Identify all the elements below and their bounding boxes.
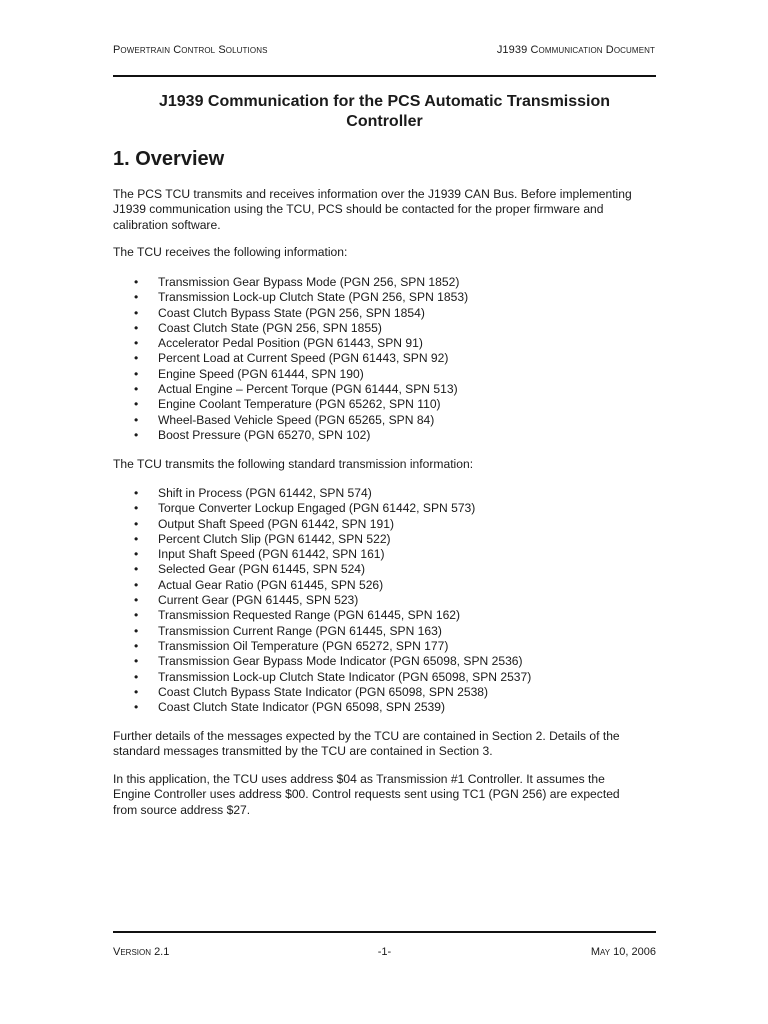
bullet-icon: •: [134, 486, 139, 500]
list-item: [113, 532, 656, 547]
list-item-text: Actual Gear Ratio (PGN 61445, SPN 526): [158, 577, 384, 592]
further-line-1: Further details of the messages expected by the TCU are contained in Section 2. Details of the: [113, 729, 620, 743]
page-header: [113, 44, 655, 60]
list-item-text: Coast Clutch State (PGN 256, SPN 1855): [158, 320, 382, 335]
bullet-icon: •: [134, 684, 139, 699]
list-item: [113, 670, 656, 685]
bullet-icon: •: [134, 700, 139, 715]
list-item-text: Transmission Requested Range (PGN 61445, SPN 162): [158, 608, 461, 623]
section-heading: 1. Overview: [113, 148, 225, 170]
intro-paragraph: [113, 187, 656, 233]
list-item: [113, 486, 656, 501]
list-item: [113, 700, 656, 715]
bullet-icon: •: [134, 547, 139, 562]
footer-date: May 10, 2006: [590, 946, 656, 958]
bullet-icon: •: [134, 275, 139, 289]
list-item: [113, 397, 656, 412]
list-item-text: Input Shaft Speed (PGN 61442, SPN 161): [158, 547, 385, 562]
list-item-text: Boost Pressure (PGN 65270, SPN 102): [158, 427, 371, 442]
bullet-icon: •: [134, 290, 139, 305]
list-item-text: Transmission Lock-up Clutch State Indicator (PGN 65098, SPN 2537): [158, 669, 532, 684]
bullet-icon: •: [134, 608, 139, 623]
bullet-icon: •: [134, 577, 139, 592]
list-item-text: Percent Clutch Slip (PGN 61442, SPN 522): [158, 531, 391, 546]
list-item-text: Transmission Lock-up Clutch State (PGN 256, SPN 1853): [158, 290, 469, 305]
application-line-1: In this application, the TCU uses address $04 as Transmission #1 Controller. It assumes the: [113, 772, 605, 786]
list-item: [113, 608, 656, 623]
list-item: [113, 547, 656, 562]
document-title-line-2: Controller: [346, 113, 423, 130]
list-item: [113, 321, 656, 336]
list-item-text: Transmission Current Range (PGN 61445, SPN 163): [158, 623, 442, 638]
list-item-text: Coast Clutch State Indicator (PGN 65098, SPN 2539): [158, 700, 446, 715]
transmits-list: [113, 486, 656, 715]
bullet-icon: •: [134, 351, 139, 366]
header-document-name: J1939 Communication Document: [496, 44, 655, 56]
document-title: [113, 92, 656, 132]
bullet-icon: •: [134, 336, 139, 351]
intro-line-3: calibration software.: [113, 217, 221, 232]
bullet-icon: •: [134, 638, 139, 653]
bullet-icon: •: [134, 562, 139, 577]
footer-rule: [113, 931, 656, 933]
list-item-text: Transmission Oil Temperature (PGN 65272, SPN 177): [158, 638, 449, 653]
list-item: [113, 413, 656, 428]
list-item-text: Transmission Gear Bypass Mode Indicator (PGN 65098, SPN 2536): [158, 654, 523, 669]
list-item: [113, 624, 656, 639]
bullet-icon: •: [134, 427, 139, 442]
application-line-3: from source address $27.: [113, 802, 251, 817]
list-item: [113, 654, 656, 669]
list-item: [113, 290, 656, 305]
further-details-paragraph: [113, 729, 656, 760]
list-item-text: Actual Engine – Percent Torque (PGN 61444, SPN 513): [158, 382, 458, 397]
header-rule: [113, 75, 656, 77]
list-item-text: Engine Coolant Temperature (PGN 65262, SPN 110): [158, 397, 441, 412]
further-line-2: standard messages transmitted by the TCU are contained in Section 3.: [113, 744, 493, 759]
application-paragraph: [113, 772, 656, 818]
receives-lead: The TCU receives the following information:: [113, 245, 348, 259]
list-item: [113, 367, 656, 382]
bullet-icon: •: [134, 593, 139, 608]
bullet-icon: •: [134, 669, 139, 684]
intro-line-1: The PCS TCU transmits and receives information over the J1939 CAN Bus. Before implementing: [113, 187, 632, 201]
bullet-icon: •: [134, 366, 139, 381]
list-item-text: Selected Gear (PGN 61445, SPN 524): [158, 562, 366, 577]
application-line-2: Engine Controller uses address $00. Control requests sent using TC1 (PGN 256) are expected: [113, 787, 620, 802]
list-item-text: Output Shaft Speed (PGN 61442, SPN 191): [158, 516, 394, 531]
list-item-text: Accelerator Pedal Position (PGN 61443, SPN 91): [158, 336, 423, 351]
list-item: [113, 593, 656, 608]
list-item-text: Wheel-Based Vehicle Speed (PGN 65265, SPN 84): [158, 412, 435, 427]
list-item-text: Current Gear (PGN 61445, SPN 523): [158, 593, 359, 608]
list-item: [113, 562, 656, 577]
footer-page-number: -1-: [377, 946, 392, 958]
list-item-text: Coast Clutch Bypass State Indicator (PGN 65098, SPN 2538): [158, 684, 489, 699]
transmits-lead: The TCU transmits the following standard transmission information:: [113, 457, 474, 471]
bullet-icon: •: [134, 412, 139, 427]
receives-list: [113, 275, 656, 443]
list-item-text: Shift in Process (PGN 61442, SPN 574): [158, 486, 372, 500]
list-item-text: Engine Speed (PGN 61444, SPN 190): [158, 366, 364, 381]
bullet-icon: •: [134, 501, 139, 516]
list-item: [113, 639, 656, 654]
list-item-text: Percent Load at Current Speed (PGN 61443, SPN 92): [158, 351, 449, 366]
bullet-icon: •: [134, 382, 139, 397]
list-item: [113, 428, 656, 443]
page-footer: [113, 946, 656, 962]
bullet-icon: •: [134, 623, 139, 638]
bullet-icon: •: [134, 531, 139, 546]
bullet-icon: •: [134, 305, 139, 320]
list-item: [113, 306, 656, 321]
list-item: [113, 336, 656, 351]
list-item: [113, 351, 656, 366]
list-item: [113, 517, 656, 532]
bullet-icon: •: [134, 654, 139, 669]
list-item-text: Coast Clutch Bypass State (PGN 256, SPN 1854): [158, 305, 425, 320]
list-item-text: Transmission Gear Bypass Mode (PGN 256, SPN 1852): [158, 275, 460, 289]
document-title-line-1: J1939 Communication for the PCS Automatic Transmission: [158, 93, 611, 110]
list-item: [113, 275, 656, 290]
list-item: [113, 382, 656, 397]
bullet-icon: •: [134, 516, 139, 531]
bullet-icon: •: [134, 320, 139, 335]
footer-version: Version 2.1: [113, 946, 170, 958]
intro-line-2: J1939 communication using the TCU, PCS should be contacted for the proper firmware and: [113, 202, 604, 217]
list-item: [113, 578, 656, 593]
header-company: Powertrain Control Solutions: [113, 44, 268, 56]
list-item: [113, 685, 656, 700]
bullet-icon: •: [134, 397, 139, 412]
list-item-text: Torque Converter Lockup Engaged (PGN 61442, SPN 573): [158, 501, 476, 516]
list-item: [113, 501, 656, 516]
